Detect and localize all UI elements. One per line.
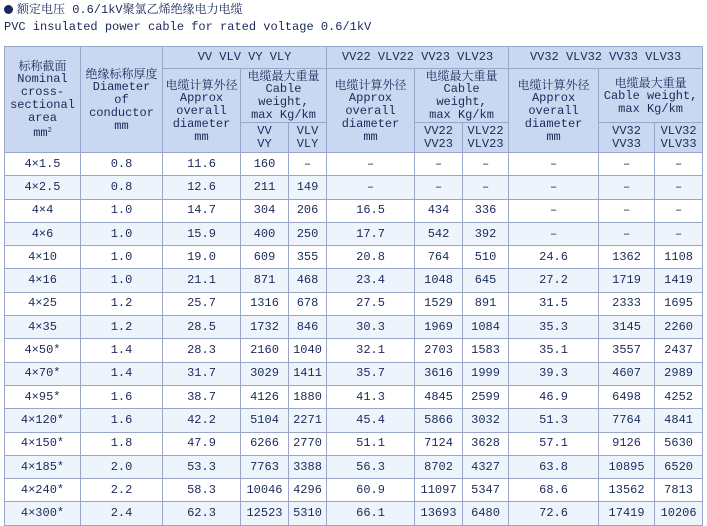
bullet-icon [4,5,13,14]
table-cell: 542 [415,222,463,245]
table-cell: 392 [463,222,509,245]
table-cell: 17419 [599,502,655,525]
table-cell: 3628 [463,432,509,455]
table-cell: 1040 [289,339,327,362]
table-cell: 10895 [599,455,655,478]
table-cell: 468 [289,269,327,292]
table-cell: 30.3 [327,316,415,339]
table-cell: 51.3 [509,409,599,432]
table-cell: 4252 [655,385,703,408]
table-cell: – [289,153,327,176]
title-cn-line [4,2,704,19]
table-row [5,246,703,269]
table-cell: 3145 [599,316,655,339]
table-cell: 15.9 [163,222,241,245]
table-cell: 1.0 [81,269,163,292]
table-cell: 16.5 [327,199,415,222]
table-cell: 4×95* [5,385,81,408]
table-cell: 1.0 [81,246,163,269]
header-diameter: 电缆计算外径 Approx overall diameter mm [327,69,415,153]
table-cell: 31.7 [163,362,241,385]
table-cell: 1.6 [81,409,163,432]
table-cell: 20.8 [327,246,415,269]
table-cell: – [599,153,655,176]
table-cell: 4×240* [5,479,81,502]
table-cell: 32.1 [327,339,415,362]
table-cell: 25.7 [163,292,241,315]
table-cell: 1316 [241,292,289,315]
table-cell: 1999 [463,362,509,385]
table-cell: 24.6 [509,246,599,269]
table-cell: 5630 [655,432,703,455]
header-weight: 电缆最大重量 Cable weight, max Kg/km [241,69,327,123]
table-cell: 1362 [599,246,655,269]
table-cell: 45.4 [327,409,415,432]
title-en: PVC insulated power cable for rated voltage 0.6/1kV [4,20,372,34]
header-model: VV32 VV33 [599,123,655,153]
table-cell: 4×2.5 [5,176,81,199]
table-row [5,362,703,385]
table-cell: 8702 [415,455,463,478]
table-cell: 4×16 [5,269,81,292]
table-row [5,339,703,362]
cable-spec-table [4,46,703,526]
table-cell: 1.0 [81,199,163,222]
table-row [5,316,703,339]
table-cell: 2.2 [81,479,163,502]
header-group-1: VV VLV VY VLY [163,47,327,69]
table-row [5,455,703,478]
table-cell: 12.6 [163,176,241,199]
table-cell: 5104 [241,409,289,432]
header-model: VLV VLY [289,123,327,153]
table-cell: 400 [241,222,289,245]
table-cell: 211 [241,176,289,199]
table-cell: 35.7 [327,362,415,385]
table-cell: 1695 [655,292,703,315]
table-cell: 7764 [599,409,655,432]
table-cell: 3388 [289,455,327,478]
table-cell: 11.6 [163,153,241,176]
table-cell: 9126 [599,432,655,455]
table-row [5,479,703,502]
table-cell: 4327 [463,455,509,478]
table-cell: 1.0 [81,222,163,245]
table-cell: 5310 [289,502,327,525]
table-cell: 7813 [655,479,703,502]
table-cell: – [655,222,703,245]
table-cell: – [463,176,509,199]
table-cell: – [655,153,703,176]
table-cell: – [463,153,509,176]
table-cell: 23.4 [327,269,415,292]
table-cell: 0.8 [81,176,163,199]
table-cell: 41.3 [327,385,415,408]
table-cell: 3616 [415,362,463,385]
table-cell: 38.7 [163,385,241,408]
table-row [5,222,703,245]
table-cell: 11097 [415,479,463,502]
table-cell: 1411 [289,362,327,385]
table-cell: 4×300* [5,502,81,525]
table-cell: 42.2 [163,409,241,432]
table-cell: 2271 [289,409,327,432]
table-cell: 12523 [241,502,289,525]
table-cell: 7124 [415,432,463,455]
table-cell: 27.5 [327,292,415,315]
table-cell: 6520 [655,455,703,478]
table-cell: 19.0 [163,246,241,269]
table-cell: 58.3 [163,479,241,502]
header-diameter: 电缆计算外径 Approx overall diameter mm [509,69,599,153]
table-cell: 63.8 [509,455,599,478]
table-cell: – [509,222,599,245]
table-cell: 57.1 [509,432,599,455]
table-cell: 4×50* [5,339,81,362]
title-cn: 额定电压 0.6/1kV聚氯乙烯绝缘电力电缆 [17,3,243,17]
table-cell: 2.4 [81,502,163,525]
table-cell: 678 [289,292,327,315]
table-cell: 53.3 [163,455,241,478]
table-cell: 4×35 [5,316,81,339]
table-cell: 17.7 [327,222,415,245]
table-row [5,502,703,525]
table-cell: 510 [463,246,509,269]
table-cell: 4126 [241,385,289,408]
header-insulation: 绝缘标称厚度 Diameter of conductor mm [81,47,163,153]
table-cell: 2260 [655,316,703,339]
header-weight: 电缆最大重量 Cable weight, max Kg/km [599,69,703,123]
table-cell: 3029 [241,362,289,385]
table-body [5,153,703,526]
table-cell: 4×6 [5,222,81,245]
header-group-3: VV32 VLV32 VV33 VLV33 [509,47,703,69]
table-cell: 846 [289,316,327,339]
table-cell: 1.6 [81,385,163,408]
table-cell: 1419 [655,269,703,292]
table-cell: – [599,176,655,199]
title-area [4,2,704,36]
header-model: VV22 VV23 [415,123,463,153]
table-cell: 56.3 [327,455,415,478]
table-cell: 5347 [463,479,509,502]
table-cell: 4×120* [5,409,81,432]
table-cell: 35.3 [509,316,599,339]
table-cell: – [509,199,599,222]
table-cell: 3032 [463,409,509,432]
table-cell: 5866 [415,409,463,432]
table-cell: 35.1 [509,339,599,362]
table-cell: 7763 [241,455,289,478]
table-row [5,385,703,408]
header-model: VLV32 VLV33 [655,123,703,153]
table-cell: 609 [241,246,289,269]
table-cell: – [655,176,703,199]
table-row [5,176,703,199]
table-cell: 206 [289,199,327,222]
header-group-2: VV22 VLV22 VV23 VLV23 [327,47,509,69]
table-cell: 72.6 [509,502,599,525]
table-cell: 4×150* [5,432,81,455]
table-cell: 1583 [463,339,509,362]
table-cell: – [415,153,463,176]
table-cell: 2437 [655,339,703,362]
table-cell: – [599,199,655,222]
table-cell: 4×185* [5,455,81,478]
table-cell: – [509,153,599,176]
table-cell: 6480 [463,502,509,525]
table-cell: 4×25 [5,292,81,315]
table-cell: 2703 [415,339,463,362]
table-cell: 1108 [655,246,703,269]
table-row [5,199,703,222]
table-cell: 1.2 [81,316,163,339]
table-cell: 1.4 [81,362,163,385]
table-cell: 14.7 [163,199,241,222]
table-cell: 1.8 [81,432,163,455]
table-cell: 46.9 [509,385,599,408]
table-cell: 2160 [241,339,289,362]
table-cell: 871 [241,269,289,292]
table-cell: 60.9 [327,479,415,502]
table-cell: 28.3 [163,339,241,362]
table-cell: 1084 [463,316,509,339]
table-cell: 0.8 [81,153,163,176]
table-cell: 1880 [289,385,327,408]
table-cell: – [327,176,415,199]
table-cell: 149 [289,176,327,199]
table-row [5,269,703,292]
table-cell: 2989 [655,362,703,385]
table-cell: 4×1.5 [5,153,81,176]
table-cell: 1719 [599,269,655,292]
table-cell: – [599,222,655,245]
table-cell: 4×4 [5,199,81,222]
header-section: 标称截面 Nominal cross- sectional area $mm^2$ [5,47,81,153]
table-cell: 4×70* [5,362,81,385]
table-cell: 1732 [241,316,289,339]
table-cell: 1048 [415,269,463,292]
table-cell: 4×10 [5,246,81,269]
header-weight: 电缆最大重量 Cable weight, max Kg/km [415,69,509,123]
table-cell: 764 [415,246,463,269]
table-cell: 13693 [415,502,463,525]
table-row [5,432,703,455]
table-cell: 434 [415,199,463,222]
table-cell: 10046 [241,479,289,502]
table-cell: – [509,176,599,199]
table-row [5,292,703,315]
table-cell: 2599 [463,385,509,408]
table-cell: 27.2 [509,269,599,292]
table-cell: 31.5 [509,292,599,315]
table-row [5,409,703,432]
table-cell: 10206 [655,502,703,525]
table-cell: 4841 [655,409,703,432]
table-cell: 39.3 [509,362,599,385]
table-cell: 645 [463,269,509,292]
table-cell: – [415,176,463,199]
table-cell: 355 [289,246,327,269]
table-cell: 66.1 [327,502,415,525]
table-cell: 28.5 [163,316,241,339]
table-cell: 1969 [415,316,463,339]
table-cell: 1529 [415,292,463,315]
table-cell: 13562 [599,479,655,502]
table-cell: 4296 [289,479,327,502]
table-cell: 51.1 [327,432,415,455]
table-cell: 336 [463,199,509,222]
table-cell: 1.4 [81,339,163,362]
table-cell: 4845 [415,385,463,408]
header-diameter: 电缆计算外径 Approx overall diameter mm [163,69,241,153]
table-cell: – [327,153,415,176]
table-cell: 47.9 [163,432,241,455]
table-row [5,153,703,176]
table-cell: 2770 [289,432,327,455]
header-model: VLV22 VLV23 [463,123,509,153]
table-cell: 6266 [241,432,289,455]
table-cell: 21.1 [163,269,241,292]
header-model: VV VY [241,123,289,153]
table-cell: 68.6 [509,479,599,502]
table-cell: – [655,199,703,222]
table-cell: 250 [289,222,327,245]
table-cell: 2333 [599,292,655,315]
table-cell: 2.0 [81,455,163,478]
table-cell: 1.2 [81,292,163,315]
table-cell: 160 [241,153,289,176]
table-cell: 6498 [599,385,655,408]
table-cell: 62.3 [163,502,241,525]
table-cell: 304 [241,199,289,222]
table-cell: 4607 [599,362,655,385]
table-cell: 3557 [599,339,655,362]
table-cell: 891 [463,292,509,315]
